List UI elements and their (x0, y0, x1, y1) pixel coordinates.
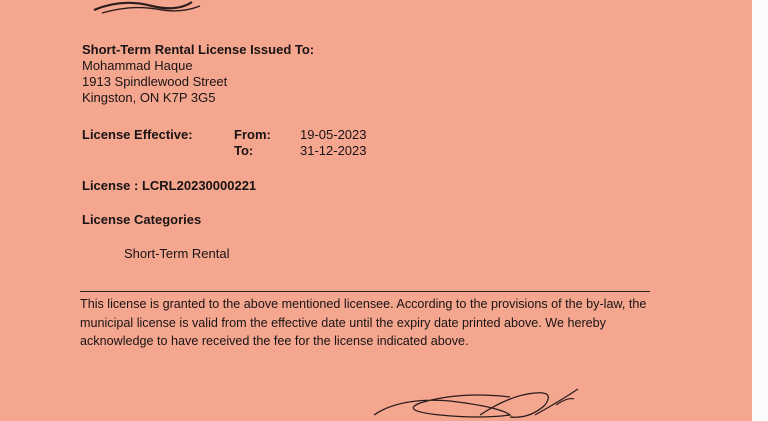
to-date: 31-12-2023 (300, 143, 367, 158)
from-date: 19-05-2023 (300, 127, 367, 142)
seal-icon (92, 0, 202, 14)
from-label: From: (234, 127, 271, 142)
licensee-city: Kingston, ON K7P 3G5 (82, 90, 216, 105)
licensee-block (82, 42, 314, 106)
categories-title: License Categories (82, 212, 202, 227)
licensee-heading: Short-Term Rental License Issued To: (82, 42, 315, 57)
effective-label: License Effective: (82, 127, 193, 142)
to-label: To: (234, 143, 254, 158)
effective-to-row (82, 143, 367, 159)
page-margin (752, 0, 768, 421)
license-effective-block (82, 127, 367, 159)
licensee-street: 1913 Spindlewood Street (82, 74, 228, 89)
divider (80, 291, 650, 292)
license-terms: This license is granted to the above mentioned licensee. According to the provisions of the by-law, the municipal license is valid from the effective date until the expiry date printed above. We hereby acknowledge to have received the fee for the license indicated above. (80, 297, 647, 348)
category-item: Short-Term Rental (124, 246, 230, 261)
licensee-name: Mohammad Haque (82, 58, 193, 73)
license-number: License : LCRL20230000221 (82, 178, 257, 193)
effective-from-row (82, 127, 367, 143)
signature (360, 385, 590, 421)
